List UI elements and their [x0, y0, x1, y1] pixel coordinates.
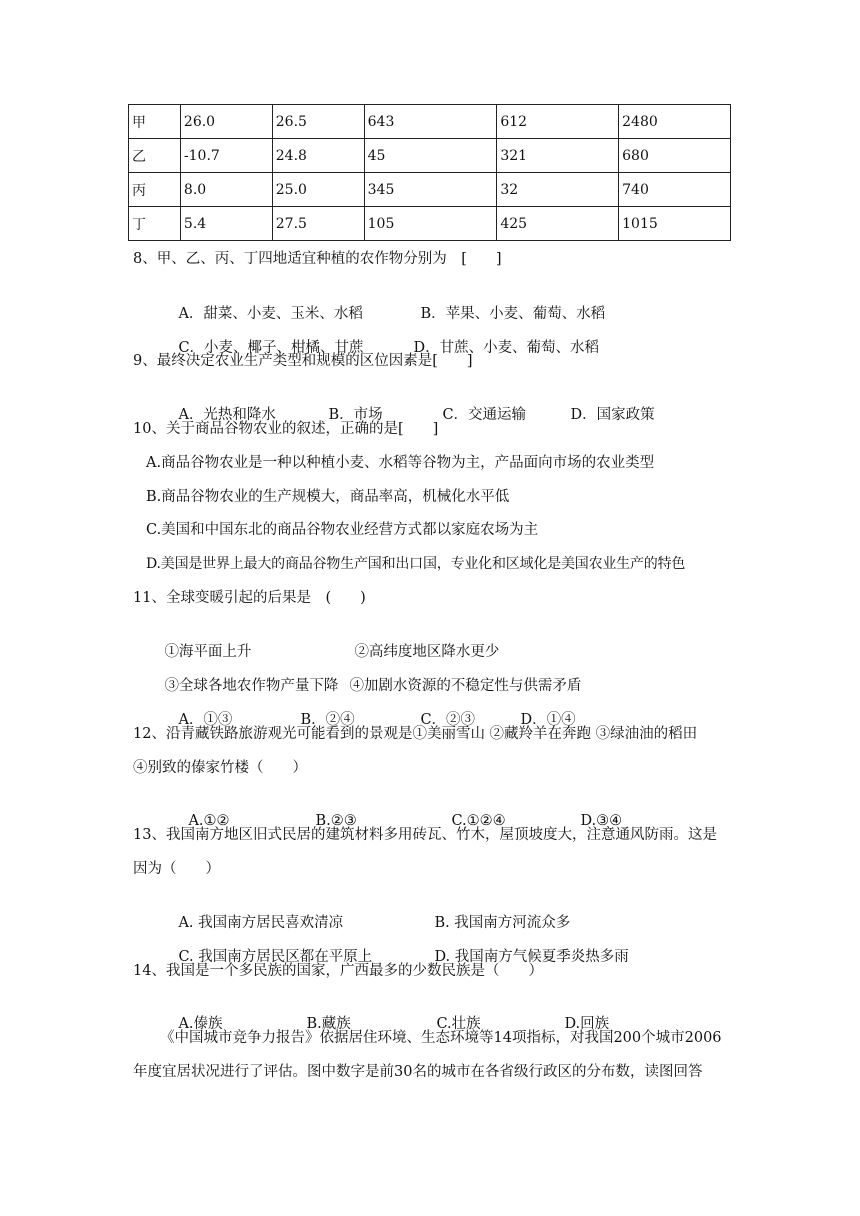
table-row [129, 207, 731, 241]
option-b: B．市场 [328, 407, 383, 423]
question-11-stem: 11、全球变暖引起的后果是 ( ) [133, 590, 366, 606]
option-b: B.②③ [315, 813, 357, 829]
question-13-stem-line2: 因为（ ） [133, 861, 220, 877]
option-b: B.藏族 [306, 1016, 351, 1032]
item-1: ①海平面上升 [164, 644, 252, 660]
table-cell: 321 [497, 139, 619, 173]
question-9-stem: 9、最终决定农业生产类型和规模的区位因素是[ ] [133, 353, 473, 369]
table-cell: 105 [364, 207, 497, 241]
item-2: ②高纬度地区降水更少 [354, 644, 500, 660]
option-b: B．②④ [300, 712, 355, 728]
option-b: B. 我国南方河流众多 [434, 915, 571, 931]
option-c: C.壮族 [436, 1016, 481, 1032]
option-d: D．①④ [520, 712, 576, 728]
table-cell: 丁 [129, 207, 181, 241]
option-d: D．甘蔗、小麦、葡萄、水稻 [413, 340, 600, 356]
table-cell: 26.5 [272, 105, 364, 139]
option-a: A.商品谷物农业是一种以种植小麦、水稻等谷物为主，产品面向市场的农业类型 [146, 455, 655, 471]
option-a: A．甜菜、小麦、玉米、水稻 [178, 306, 363, 322]
table-cell: 2480 [619, 105, 731, 139]
option-d: D.回族 [564, 1016, 610, 1032]
table-row [129, 105, 731, 139]
table-cell: 740 [619, 173, 731, 207]
option-c: C. 我国南方居民区都在平原上 [178, 949, 373, 965]
table-cell: -10.7 [180, 139, 272, 173]
option-b: B．苹果、小麦、葡萄、水稻 [420, 306, 606, 322]
option-d: D.美国是世界上最大的商品谷物生产国和出口国，专业化和区域化是美国农业生产的特色 [146, 556, 686, 572]
table-cell: 24.8 [272, 139, 364, 173]
table-cell: 27.5 [272, 207, 364, 241]
option-c: C.美国和中国东北的商品谷物农业经营方式都以家庭农场为主 [146, 522, 539, 538]
table-cell: 8.0 [180, 173, 272, 207]
table-cell: 5.4 [180, 207, 272, 241]
option-c: C．交通运输 [442, 407, 527, 423]
question-12-stem-line2: ④别致的傣家竹楼（ ） [133, 760, 307, 776]
option-c: C.①②④ [451, 813, 506, 829]
option-b: B.商品谷物农业的生产规模大，商品率高，机械化水平低 [146, 489, 510, 505]
table-cell: 32 [497, 173, 619, 207]
table-cell: 643 [364, 105, 497, 139]
question-13-stem-line1: 13、我国南方地区旧式民居的建筑材料多用砖瓦、竹木，屋顶坡度大，注意通风防雨。这是 [133, 827, 717, 843]
option-a: A.傣族 [178, 1016, 223, 1032]
table-row [129, 139, 731, 173]
passage-line-2: 年度宜居状况进行了评估。图中数字是前30名的城市在各省级行政区的分布数，读图回答 [133, 1064, 703, 1080]
question-14-stem: 14、我国是一个多民族的国家，广西最多的少数民族是（ ） [133, 963, 543, 979]
option-d: D. 我国南方气候夏季炎热多雨 [434, 949, 629, 965]
table-cell: 680 [619, 139, 731, 173]
table-cell: 26.0 [180, 105, 272, 139]
table-cell: 1015 [619, 207, 731, 241]
table-cell: 丙 [129, 173, 181, 207]
table-cell: 45 [364, 139, 497, 173]
passage-line-1: 《中国城市竞争力报告》依据居住环境、生态环境等14项指标，对我国200个城市2006 [160, 1030, 722, 1046]
question-8-stem: 8、甲、乙、丙、丁四地适宜种植的农作物分别为 [ ] [133, 251, 502, 267]
option-d: D.③④ [580, 813, 623, 829]
option-c: C．小麦、椰子、柑橘、甘蔗 [178, 340, 364, 356]
table-cell: 612 [497, 105, 619, 139]
option-d: D．国家政策 [570, 407, 655, 423]
table-cell: 乙 [129, 139, 181, 173]
option-a: A.①② [188, 813, 230, 829]
option-a: A．光热和降水 [178, 407, 276, 423]
table-row [129, 173, 731, 207]
question-12-stem-line1: 12、沿青藏铁路旅游观光可能看到的景观是①美丽雪山 ②藏羚羊在奔跑 ③绿油油的稻田 [133, 726, 698, 742]
option-a: A. 我国南方居民喜欢清凉 [178, 915, 344, 931]
item-3: ③全球各地农作物产量下降 [164, 678, 339, 694]
question-10-stem: 10、关于商品谷物农业的叙述，正确的是[ ] [133, 421, 439, 437]
table-cell: 甲 [129, 105, 181, 139]
option-a: A．①③ [178, 712, 233, 728]
table-cell: 425 [497, 207, 619, 241]
climate-data-table [128, 104, 731, 241]
option-c: C．②③ [420, 712, 476, 728]
table-cell: 25.0 [272, 173, 364, 207]
item-4: ④加剧水资源的不稳定性与供需矛盾 [349, 678, 582, 694]
table-cell: 345 [364, 173, 497, 207]
